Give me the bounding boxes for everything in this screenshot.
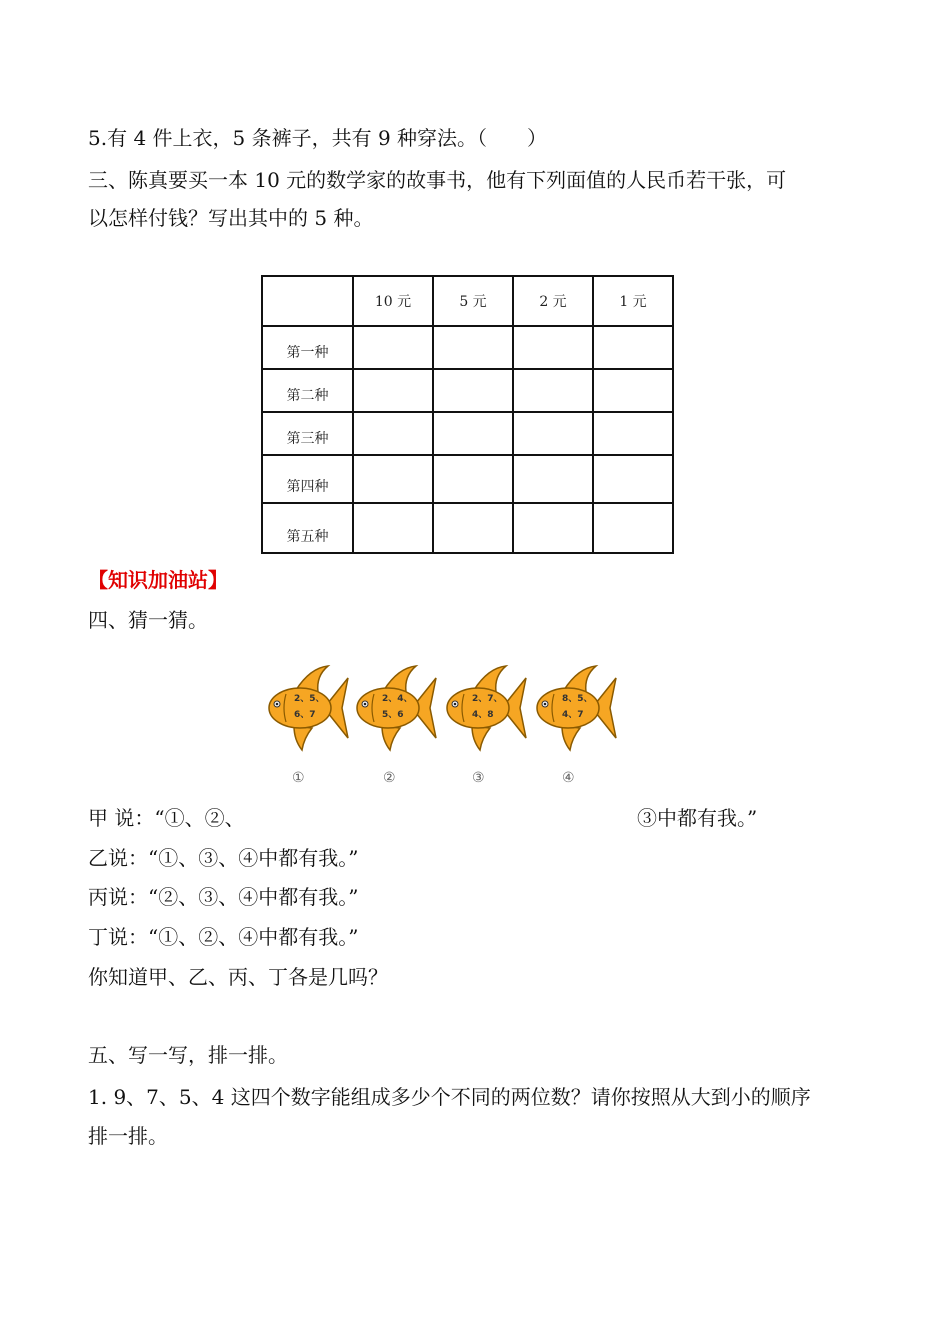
fish-3-label: ③	[472, 770, 485, 786]
fish-2-label: ②	[383, 770, 396, 786]
table-cell[interactable]	[353, 503, 433, 553]
table-row	[262, 412, 673, 455]
section-4-title: 四、猜一猜。	[88, 608, 208, 632]
jia-statement-start: 甲 说：“①、②、	[88, 806, 245, 830]
goldfish-4-icon	[534, 664, 618, 752]
table-row-label: 第三种	[262, 412, 353, 455]
table-header-cell	[262, 276, 353, 326]
table-cell[interactable]	[433, 455, 513, 503]
fish-row	[266, 664, 626, 794]
table-row-label: 第一种	[262, 326, 353, 369]
table-cell[interactable]	[353, 412, 433, 455]
table-row	[262, 503, 673, 553]
goldfish-1-icon	[266, 664, 350, 752]
table-cell[interactable]	[513, 412, 593, 455]
table-cell[interactable]	[593, 369, 673, 412]
table-header-cell: 2 元	[513, 276, 593, 326]
table-cell[interactable]	[433, 503, 513, 553]
jia-statement-end: ③中都有我。”	[637, 806, 758, 830]
fish-3-numbers-top: 2、7、	[472, 694, 503, 704]
table-header-cell: 1 元	[593, 276, 673, 326]
fish-1-numbers-top: 2、5、	[294, 694, 325, 704]
ding-statement: 丁说：“①、②、④中都有我。”	[88, 925, 359, 949]
table-header-row	[262, 276, 673, 326]
table-cell[interactable]	[513, 455, 593, 503]
table-cell[interactable]	[433, 412, 513, 455]
section-5-q1-line-2: 排一排。	[88, 1124, 168, 1148]
table-cell[interactable]	[593, 412, 673, 455]
table-cell[interactable]	[593, 503, 673, 553]
goldfish-3-icon	[444, 664, 528, 752]
table-cell[interactable]	[593, 455, 673, 503]
fish-2-numbers-bottom: 5、6	[382, 710, 404, 720]
table-row	[262, 455, 673, 503]
section-5-title: 五、写一写，排一排。	[88, 1043, 288, 1067]
table-cell[interactable]	[593, 326, 673, 369]
fish-2-numbers-top: 2、4、	[382, 694, 413, 704]
section-5-q1-line-1: 1. 9、7、5、4 这四个数字能组成多少个不同的两位数？请你按照从大到小的顺序	[88, 1085, 811, 1109]
table-row	[262, 369, 673, 412]
fish-1-numbers-bottom: 6、7	[294, 710, 316, 720]
payment-table	[261, 275, 674, 554]
table-cell[interactable]	[433, 369, 513, 412]
table-cell[interactable]	[353, 455, 433, 503]
table-header-cell: 10 元	[353, 276, 433, 326]
goldfish-2-icon	[354, 664, 438, 752]
table-row-label: 第二种	[262, 369, 353, 412]
knowledge-station-label: 【知识加油站】	[88, 568, 228, 592]
section-4-question: 你知道甲、乙、丙、丁各是几吗？	[88, 965, 388, 989]
fish-4-numbers-bottom: 4、7	[562, 710, 584, 720]
table-row-label: 第五种	[262, 503, 353, 553]
section-3-line-1: 三、陈真要买一本 10 元的数学家的故事书，他有下列面值的人民币若干张，可	[88, 168, 787, 192]
question-5: 5.有 4 件上衣，5 条裤子，共有 9 种穿法。（ ）	[88, 126, 548, 150]
fish-1-label: ①	[292, 770, 305, 786]
bing-statement: 丙说：“②、③、④中都有我。”	[88, 885, 359, 909]
yi-statement: 乙说：“①、③、④中都有我。”	[88, 846, 359, 870]
section-3-line-2: 以怎样付钱？写出其中的 5 种。	[88, 206, 374, 230]
table-cell[interactable]	[353, 326, 433, 369]
fish-4-label: ④	[562, 770, 575, 786]
table-cell[interactable]	[513, 326, 593, 369]
fish-4-numbers-top: 8、5、	[562, 694, 593, 704]
table-row	[262, 326, 673, 369]
table-row-label: 第四种	[262, 455, 353, 503]
table-header-cell: 5 元	[433, 276, 513, 326]
table-cell[interactable]	[513, 369, 593, 412]
table-cell[interactable]	[513, 503, 593, 553]
table-cell[interactable]	[353, 369, 433, 412]
table-cell[interactable]	[433, 326, 513, 369]
fish-3-numbers-bottom: 4、8	[472, 710, 494, 720]
